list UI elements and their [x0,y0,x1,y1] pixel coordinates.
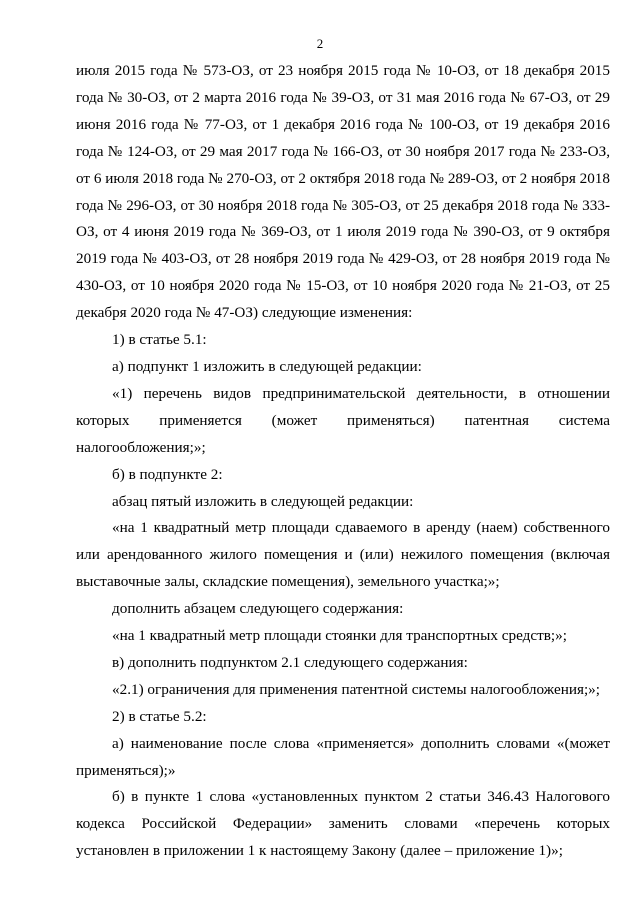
paragraph-quote-2-1: «2.1) ограничения для применения патентной системы налогообложения;»; [112,680,600,698]
paragraph-quote-parking: «на 1 квадратный метр площади стоянки для транспортных средств;»; [112,627,567,645]
paragraph-item-1: 1) в статье 5.1: [112,331,207,349]
page-number: 2 [316,36,324,51]
paragraph-quote-1: «1) перечень видов предпринимательской деятельности, в отношении которых применяется (может применяться) патентная система налогообложения;»; [76,384,610,456]
paragraph-add-abzac: дополнить абзацем следующего содержания: [112,600,404,618]
paragraph-subitem-b: б) в подпункте 2: [112,465,223,483]
document-body [76,58,610,865]
paragraph-item-2-b: б) в пункте 1 слова «установленных пунктом 2 статьи 346.43 Налогового кодекса Российской Федерации» заменить словами «перечень которых установлен в приложении 1 к настоящему Закону (далее – приложение 1)»; [76,788,610,860]
paragraph-subitem-v: в) дополнить подпунктом 2.1 следующего содержания: [112,653,468,671]
paragraph-item-2: 2) в статье 5.2: [112,707,207,725]
paragraph-amendments-list: июля 2015 года № 573-ОЗ, от 23 ноября 2015 года № 10-ОЗ, от 18 декабря 2015 года № 30-ОЗ, от 2 марта 2016 года № 39-ОЗ, от 31 мая 2016 года № 67-ОЗ, от 29 июня 2016 года № 77-ОЗ, от 1 декабря 2016 года № 100-ОЗ, от 19 декабря 2016 года № 124-ОЗ, от 29 мая 2017 года № 166-ОЗ, от 30 ноября 2017 года № 233-ОЗ, от 6 июля 2018 года № 270-ОЗ, от 2 октября 2018 года № 289-ОЗ, от 2 ноября 2018 года № 296-ОЗ, от 30 ноября 2018 года № 305-ОЗ, от 25 декабря 2018 года № 333-ОЗ, от 4 июня 2019 года № 369-ОЗ, от 1 июля 2019 года № 390-ОЗ, от 9 октября 2019 года № 403-ОЗ, от 28 ноября 2019 года № 429-ОЗ, от 28 ноября 2019 года № 430-ОЗ, от 10 ноября 2020 года № 15-ОЗ, от 10 ноября 2020 года № 21-ОЗ, от 25 декабря 2020 года № 47-ОЗ) следующие изменения: [76,62,610,322]
paragraph-item-2-a: а) наименование после слова «применяется» дополнить словами «(может применяться);» [76,734,610,779]
paragraph-abzac-five: абзац пятый изложить в следующей редакции: [112,492,414,510]
paragraph-subitem-a: а) подпункт 1 изложить в следующей редакции: [112,357,422,375]
paragraph-quote-area: «на 1 квадратный метр площади сдаваемого в аренду (наем) собственного или арендованного жилого помещения и (или) нежилого помещения (включая выставочные залы, складские помещения), земельного участка;»; [76,519,610,591]
